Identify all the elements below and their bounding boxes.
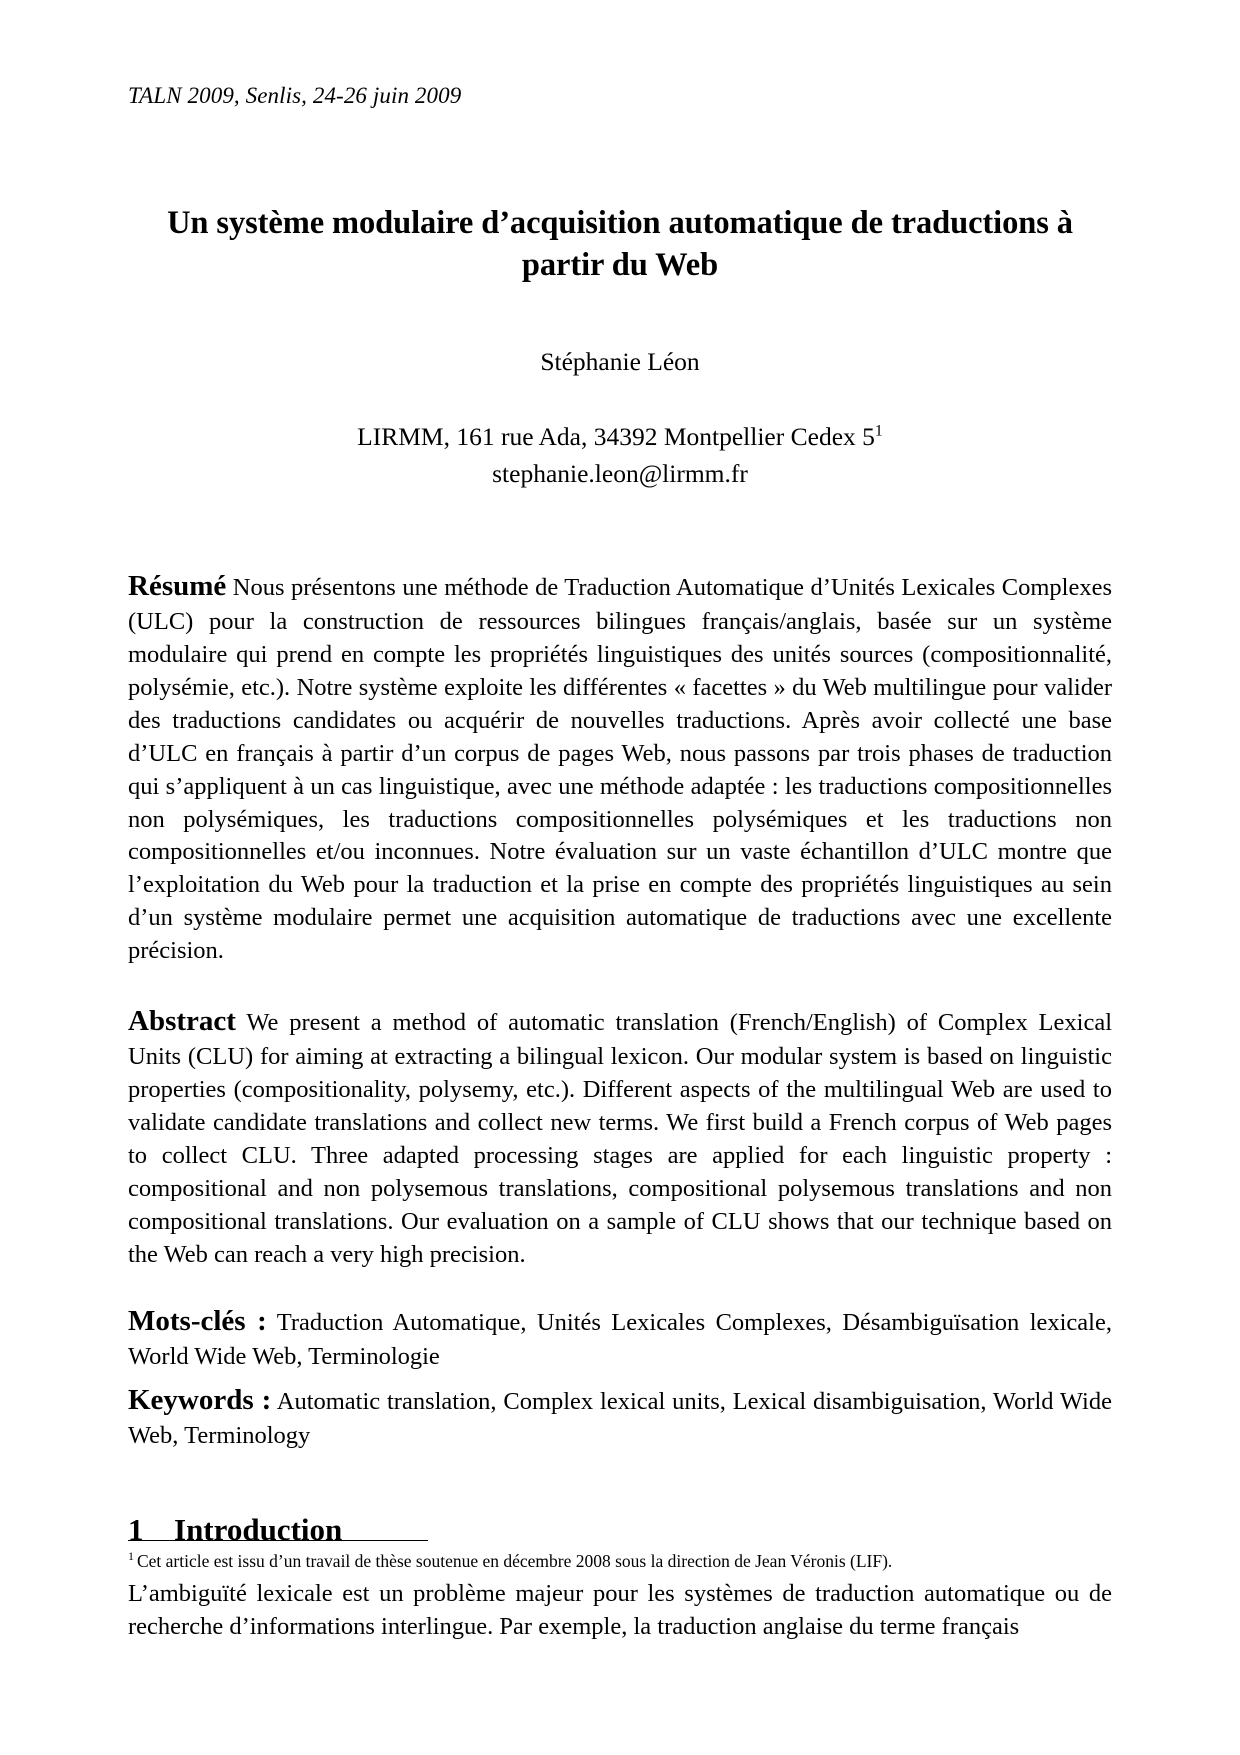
affiliation-address <box>128 419 1112 454</box>
footnote-zone <box>128 1540 1112 1573</box>
abstract-label: Abstract <box>128 1005 236 1038</box>
abstract-text: We present a method of automatic translation (French/English) of Complex Lexical Units (CLU) for aiming at extracting a bilingual lexicon. Our modular system is based on linguistic properties (compositionality, polysemy, etc.). Different aspects of the multilingual Web are used to validate candidate translations and collect new terms. We first build a French corpus of Web pages to collect CLU. Three adapted processing stages are applied for each linguistic property : compositional and non polysemous translations, compositional polysemous translations and non compositional translations. Our evaluation on a sample of CLU shows that our technique based on the Web can reach a very high precision. <box>128 1009 1112 1268</box>
abstract-paragraph <box>128 1002 1112 1272</box>
author-email: stephanie.leon@lirmm.fr <box>492 458 748 488</box>
mots-cles-paragraph <box>128 1302 1112 1374</box>
keywords-label: Keywords : <box>128 1383 272 1416</box>
footnote-text: Cet article est issu d’un travail de thèse soutenue en décembre 2008 sous la direction de Jean Véronis (LIF). <box>136 1551 893 1571</box>
keywords-text: Automatic translation, Complex lexical units, Lexical disambiguisation, World Wide Web, Terminology <box>128 1387 1112 1449</box>
keywords-paragraph <box>128 1381 1112 1453</box>
footnote-entry <box>128 1550 1112 1573</box>
footnote-marker: 1 <box>128 1549 134 1564</box>
resume-label: Résumé <box>128 569 227 602</box>
section-number: 1 <box>128 1511 144 1547</box>
abstract-section <box>128 567 1112 1453</box>
mots-cles-text: Traduction Automatique, Unités Lexicales Complexes, Désambiguïsation lexicale, World Wide Web, Terminologie <box>128 1308 1112 1370</box>
footnote-separator-rule <box>128 1540 428 1541</box>
mots-cles-label: Mots-clés : <box>128 1304 267 1337</box>
author-name: Stéphanie Léon <box>540 347 700 377</box>
affiliation-block <box>128 419 1112 491</box>
resume-paragraph <box>128 567 1112 968</box>
page-title: Un système modulaire d’acquisition automatique de traductions à partir du Web <box>167 204 1073 284</box>
introduction-paragraph: L’ambiguïté lexicale est un problème majeur pour les systèmes de traduction automatique ou de recherche d’informations interlingue. Par exemple, la traduction anglaise du terme français <box>128 1579 1112 1640</box>
footnote-reference-marker: 1 <box>874 422 883 440</box>
running-head: TALN 2009, Senlis, 24-26 juin 2009 <box>128 83 462 108</box>
affiliation-address-text: LIRMM, 161 rue Ada, 34392 Montpellier Cedex 5 <box>357 421 875 451</box>
section-title: Introduction <box>174 1511 343 1547</box>
resume-text: Nous présentons une méthode de Traduction Automatique d’Unités Lexicales Complexes (ULC) pour la construction de ressources bilingues français/anglais, basée sur un système modulaire qui prend en compte les propriétés linguistiques des unités sources (compositionnalité, polysémie, etc.). Notre système exploite les différentes « facettes » du Web multilingue pour valider des traductions candidates ou acquérir de nouvelles traductions. Après avoir collecté une base d’ULC en français à partir d’un corpus de pages Web, nous passons par trois phases de traduction qui s’appliquent à un cas linguistique, avec une méthode adaptée : les traductions compositionnelles non polysémiques, les traductions compositionnelles polysémiques et les traductions non compositionnelles et/ou inconnues. Notre évaluation sur un vaste échantillon d’ULC montre que l’exploitation du Web pour la traduction et la prise en compte des propriétés linguistiques au sein d’un système modulaire permet une acquisition automatique de traductions avec une excellente précision. <box>128 573 1112 965</box>
